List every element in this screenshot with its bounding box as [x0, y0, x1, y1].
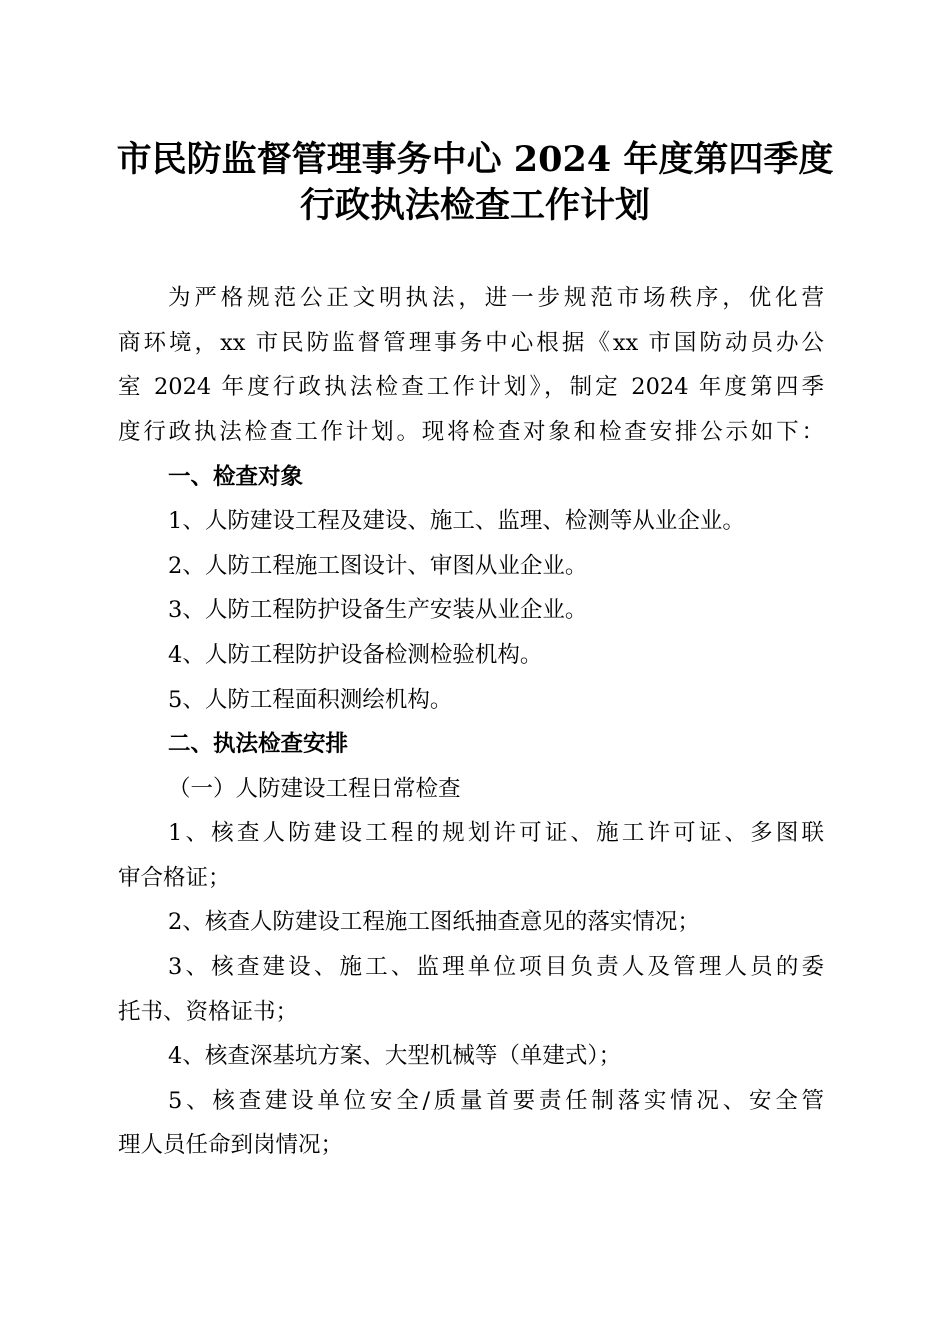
section2-item-3-line-2: 托书、资格证书；	[118, 999, 299, 1025]
section1-heading: 一、检查对象	[168, 464, 304, 490]
document-title-line-2: 行政执法检查工作计划	[299, 185, 650, 226]
section2-item-3-line-1: 3、核查建设、施工、监理单位项目负责人及管理人员的委	[168, 954, 824, 980]
section2-item-1-line-1: 1、核查人防建设工程的规划许可证、施工许可证、多图联	[168, 820, 824, 846]
section2-item-1-line-2: 审合格证；	[118, 865, 231, 891]
intro-line-4: 度行政执法检查工作计划。现将检查对象和检查安排公示如下：	[118, 419, 824, 445]
section1-item-3: 3、人防工程防护设备生产安装从业企业。	[168, 597, 588, 623]
intro-line-3: 室 2024 年度行政执法检查工作计划》，制定 2024 年度第四季	[118, 374, 824, 400]
section1-item-2: 2、人防工程施工图设计、审图从业企业。	[168, 553, 588, 579]
section1-item-4: 4、人防工程防护设备检测检验机构。	[168, 642, 543, 668]
section1-item-1: 1、人防建设工程及建设、施工、监理、检测等从业企业。	[168, 508, 745, 534]
section2-heading: 二、执法检查安排	[168, 731, 349, 757]
section2-item-5-line-1: 5、核查建设单位安全/质量首要责任制落实情况、安全管	[168, 1088, 824, 1114]
section2-subheading: （一）人防建设工程日常检查	[168, 776, 461, 802]
intro-line-1: 为严格规范公正文明执法，进一步规范市场秩序，优化营	[168, 285, 824, 311]
document-title-line-1: 市民防监督管理事务中心 2024 年度第四季度	[116, 139, 834, 180]
intro-line-2: 商环境，xx 市民防监督管理事务中心根据《xx 市国防动员办公	[118, 330, 824, 356]
section1-item-5: 5、人防工程面积测绘机构。	[168, 687, 453, 713]
section2-item-4: 4、核查深基坑方案、大型机械等（单建式）；	[168, 1043, 622, 1069]
section2-item-2: 2、核查人防建设工程施工图纸抽查意见的落实情况；	[168, 909, 700, 935]
section2-item-5-line-2: 理人员任命到岗情况；	[118, 1132, 344, 1158]
